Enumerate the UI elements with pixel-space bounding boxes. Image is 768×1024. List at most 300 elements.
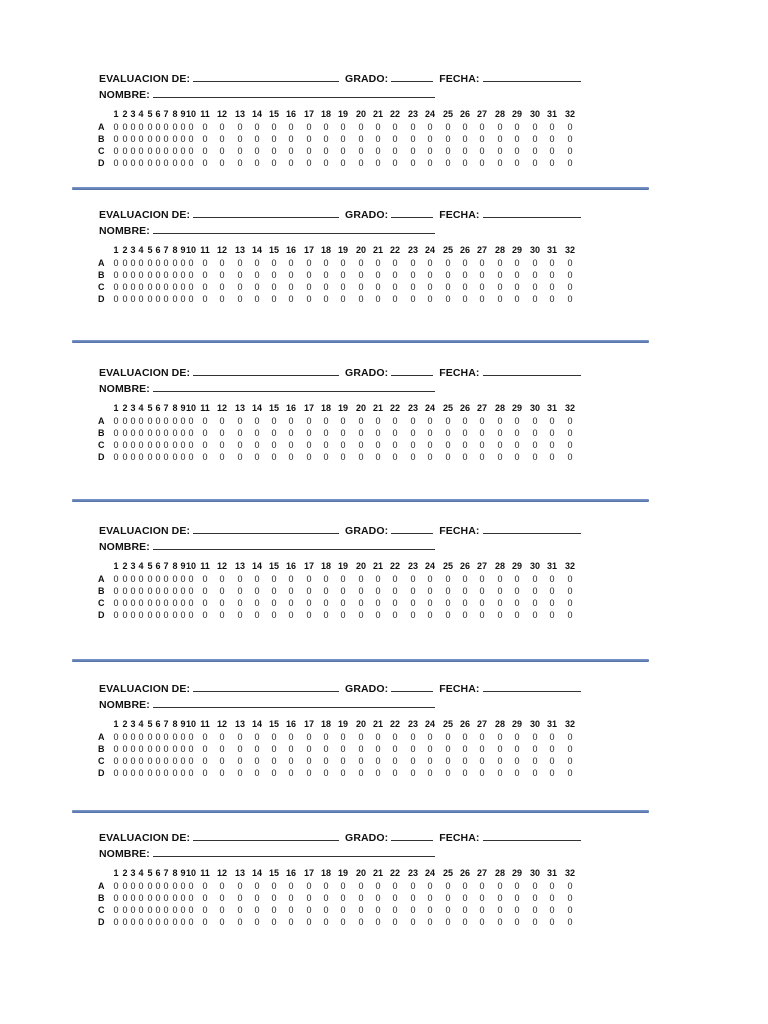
answer-bubble[interactable]: 0 <box>288 598 294 608</box>
answer-bubble[interactable]: 0 <box>306 586 312 596</box>
answer-bubble[interactable]: 0 <box>138 416 144 426</box>
answer-bubble[interactable]: 0 <box>237 134 243 144</box>
answer-bubble[interactable]: 0 <box>219 598 225 608</box>
answer-bubble[interactable]: 0 <box>254 258 260 268</box>
answer-bubble[interactable]: 0 <box>532 598 538 608</box>
answer-bubble[interactable]: 0 <box>427 158 433 168</box>
answer-bubble[interactable]: 0 <box>163 905 169 915</box>
answer-bubble[interactable]: 0 <box>188 294 194 304</box>
answer-bubble[interactable]: 0 <box>340 598 346 608</box>
answer-bubble[interactable]: 0 <box>188 586 194 596</box>
answer-bubble[interactable]: 0 <box>392 586 398 596</box>
answer-bubble[interactable]: 0 <box>567 258 573 268</box>
answer-bubble[interactable]: 0 <box>358 294 364 304</box>
answer-bubble[interactable]: 0 <box>138 270 144 280</box>
answer-bubble[interactable]: 0 <box>392 881 398 891</box>
answer-bubble[interactable]: 0 <box>138 294 144 304</box>
answer-bubble[interactable]: 0 <box>462 610 468 620</box>
answer-bubble[interactable]: 0 <box>567 881 573 891</box>
answer-bubble[interactable]: 0 <box>340 586 346 596</box>
answer-bubble[interactable]: 0 <box>113 905 119 915</box>
answer-bubble[interactable]: 0 <box>180 917 186 927</box>
answer-bubble[interactable]: 0 <box>445 881 451 891</box>
answer-bubble[interactable]: 0 <box>392 440 398 450</box>
answer-bubble[interactable]: 0 <box>254 452 260 462</box>
answer-bubble[interactable]: 0 <box>567 732 573 742</box>
answer-bubble[interactable]: 0 <box>147 610 153 620</box>
answer-bubble[interactable]: 0 <box>497 428 503 438</box>
answer-bubble[interactable]: 0 <box>237 905 243 915</box>
answer-bubble[interactable]: 0 <box>462 732 468 742</box>
evaluacion-field[interactable] <box>193 366 339 376</box>
answer-bubble[interactable]: 0 <box>479 282 485 292</box>
answer-bubble[interactable]: 0 <box>172 893 178 903</box>
answer-bubble[interactable]: 0 <box>410 270 416 280</box>
answer-bubble[interactable]: 0 <box>113 768 119 778</box>
answer-bubble[interactable]: 0 <box>180 146 186 156</box>
answer-bubble[interactable]: 0 <box>163 744 169 754</box>
answer-bubble[interactable]: 0 <box>532 574 538 584</box>
answer-bubble[interactable]: 0 <box>138 744 144 754</box>
answer-bubble[interactable]: 0 <box>410 917 416 927</box>
answer-bubble[interactable]: 0 <box>271 768 277 778</box>
answer-bubble[interactable]: 0 <box>514 452 520 462</box>
answer-bubble[interactable]: 0 <box>375 440 381 450</box>
answer-bubble[interactable]: 0 <box>567 440 573 450</box>
answer-bubble[interactable]: 0 <box>202 893 208 903</box>
evaluacion-field[interactable] <box>193 524 339 534</box>
answer-bubble[interactable]: 0 <box>113 294 119 304</box>
answer-bubble[interactable]: 0 <box>410 158 416 168</box>
answer-bubble[interactable]: 0 <box>163 452 169 462</box>
answer-bubble[interactable]: 0 <box>567 452 573 462</box>
answer-bubble[interactable]: 0 <box>340 294 346 304</box>
answer-bubble[interactable]: 0 <box>113 744 119 754</box>
answer-bubble[interactable]: 0 <box>479 893 485 903</box>
answer-bubble[interactable]: 0 <box>237 270 243 280</box>
answer-bubble[interactable]: 0 <box>392 134 398 144</box>
answer-bubble[interactable]: 0 <box>479 452 485 462</box>
answer-bubble[interactable]: 0 <box>147 294 153 304</box>
answer-bubble[interactable]: 0 <box>392 732 398 742</box>
answer-bubble[interactable]: 0 <box>410 574 416 584</box>
answer-bubble[interactable]: 0 <box>172 270 178 280</box>
answer-bubble[interactable]: 0 <box>172 768 178 778</box>
answer-bubble[interactable]: 0 <box>122 905 128 915</box>
answer-bubble[interactable]: 0 <box>323 452 329 462</box>
answer-bubble[interactable]: 0 <box>237 258 243 268</box>
answer-bubble[interactable]: 0 <box>202 146 208 156</box>
answer-bubble[interactable]: 0 <box>288 146 294 156</box>
answer-bubble[interactable]: 0 <box>497 258 503 268</box>
answer-bubble[interactable]: 0 <box>271 282 277 292</box>
answer-bubble[interactable]: 0 <box>358 282 364 292</box>
answer-bubble[interactable]: 0 <box>479 158 485 168</box>
answer-bubble[interactable]: 0 <box>549 905 555 915</box>
answer-bubble[interactable]: 0 <box>323 158 329 168</box>
answer-bubble[interactable]: 0 <box>130 917 136 927</box>
answer-bubble[interactable]: 0 <box>180 893 186 903</box>
answer-bubble[interactable]: 0 <box>219 893 225 903</box>
answer-bubble[interactable]: 0 <box>202 416 208 426</box>
answer-bubble[interactable]: 0 <box>427 258 433 268</box>
answer-bubble[interactable]: 0 <box>138 452 144 462</box>
answer-bubble[interactable]: 0 <box>514 732 520 742</box>
answer-bubble[interactable]: 0 <box>340 574 346 584</box>
answer-bubble[interactable]: 0 <box>271 574 277 584</box>
answer-bubble[interactable]: 0 <box>130 610 136 620</box>
answer-bubble[interactable]: 0 <box>180 428 186 438</box>
answer-bubble[interactable]: 0 <box>180 270 186 280</box>
answer-bubble[interactable]: 0 <box>113 122 119 132</box>
answer-bubble[interactable]: 0 <box>462 893 468 903</box>
answer-bubble[interactable]: 0 <box>219 428 225 438</box>
answer-bubble[interactable]: 0 <box>155 893 161 903</box>
answer-bubble[interactable]: 0 <box>532 768 538 778</box>
answer-bubble[interactable]: 0 <box>410 610 416 620</box>
answer-bubble[interactable]: 0 <box>375 574 381 584</box>
answer-bubble[interactable]: 0 <box>306 440 312 450</box>
answer-bubble[interactable]: 0 <box>237 917 243 927</box>
answer-bubble[interactable]: 0 <box>514 270 520 280</box>
answer-bubble[interactable]: 0 <box>113 598 119 608</box>
answer-bubble[interactable]: 0 <box>392 744 398 754</box>
answer-bubble[interactable]: 0 <box>122 158 128 168</box>
answer-bubble[interactable]: 0 <box>497 905 503 915</box>
answer-bubble[interactable]: 0 <box>122 416 128 426</box>
answer-bubble[interactable]: 0 <box>122 917 128 927</box>
answer-bubble[interactable]: 0 <box>392 452 398 462</box>
answer-bubble[interactable]: 0 <box>567 428 573 438</box>
answer-bubble[interactable]: 0 <box>288 610 294 620</box>
answer-bubble[interactable]: 0 <box>445 893 451 903</box>
answer-bubble[interactable]: 0 <box>237 744 243 754</box>
answer-bubble[interactable]: 0 <box>392 416 398 426</box>
answer-bubble[interactable]: 0 <box>340 452 346 462</box>
answer-bubble[interactable]: 0 <box>392 158 398 168</box>
answer-bubble[interactable]: 0 <box>427 756 433 766</box>
answer-bubble[interactable]: 0 <box>445 294 451 304</box>
answer-bubble[interactable]: 0 <box>410 452 416 462</box>
answer-bubble[interactable]: 0 <box>147 881 153 891</box>
answer-bubble[interactable]: 0 <box>479 598 485 608</box>
answer-bubble[interactable]: 0 <box>122 282 128 292</box>
grado-field[interactable] <box>391 524 433 534</box>
answer-bubble[interactable]: 0 <box>375 282 381 292</box>
answer-bubble[interactable]: 0 <box>147 122 153 132</box>
nombre-field[interactable] <box>153 382 435 392</box>
answer-bubble[interactable]: 0 <box>188 881 194 891</box>
answer-bubble[interactable]: 0 <box>306 610 312 620</box>
answer-bubble[interactable]: 0 <box>138 893 144 903</box>
answer-bubble[interactable]: 0 <box>172 881 178 891</box>
answer-bubble[interactable]: 0 <box>445 452 451 462</box>
answer-bubble[interactable]: 0 <box>427 428 433 438</box>
answer-bubble[interactable]: 0 <box>113 134 119 144</box>
answer-bubble[interactable]: 0 <box>155 905 161 915</box>
answer-bubble[interactable]: 0 <box>237 416 243 426</box>
answer-bubble[interactable]: 0 <box>445 258 451 268</box>
answer-bubble[interactable]: 0 <box>306 258 312 268</box>
answer-bubble[interactable]: 0 <box>479 416 485 426</box>
answer-bubble[interactable]: 0 <box>219 440 225 450</box>
answer-bubble[interactable]: 0 <box>392 917 398 927</box>
answer-bubble[interactable]: 0 <box>219 574 225 584</box>
answer-bubble[interactable]: 0 <box>358 134 364 144</box>
answer-bubble[interactable]: 0 <box>254 744 260 754</box>
answer-bubble[interactable]: 0 <box>271 258 277 268</box>
answer-bubble[interactable]: 0 <box>340 270 346 280</box>
answer-bubble[interactable]: 0 <box>219 282 225 292</box>
answer-bubble[interactable]: 0 <box>427 905 433 915</box>
answer-bubble[interactable]: 0 <box>288 134 294 144</box>
answer-bubble[interactable]: 0 <box>122 452 128 462</box>
answer-bubble[interactable]: 0 <box>172 158 178 168</box>
answer-bubble[interactable]: 0 <box>188 440 194 450</box>
answer-bubble[interactable]: 0 <box>427 440 433 450</box>
answer-bubble[interactable]: 0 <box>254 598 260 608</box>
answer-bubble[interactable]: 0 <box>392 294 398 304</box>
answer-bubble[interactable]: 0 <box>147 146 153 156</box>
answer-bubble[interactable]: 0 <box>532 744 538 754</box>
answer-bubble[interactable]: 0 <box>130 282 136 292</box>
answer-bubble[interactable]: 0 <box>567 586 573 596</box>
answer-bubble[interactable]: 0 <box>427 768 433 778</box>
answer-bubble[interactable]: 0 <box>497 768 503 778</box>
answer-bubble[interactable]: 0 <box>254 768 260 778</box>
answer-bubble[interactable]: 0 <box>532 452 538 462</box>
answer-bubble[interactable]: 0 <box>219 610 225 620</box>
answer-bubble[interactable]: 0 <box>155 294 161 304</box>
answer-bubble[interactable]: 0 <box>188 146 194 156</box>
answer-bubble[interactable]: 0 <box>514 574 520 584</box>
evaluacion-field[interactable] <box>193 831 339 841</box>
answer-bubble[interactable]: 0 <box>479 294 485 304</box>
answer-bubble[interactable]: 0 <box>410 134 416 144</box>
answer-bubble[interactable]: 0 <box>392 146 398 156</box>
answer-bubble[interactable]: 0 <box>497 440 503 450</box>
answer-bubble[interactable]: 0 <box>497 586 503 596</box>
fecha-field[interactable] <box>483 524 581 534</box>
answer-bubble[interactable]: 0 <box>323 134 329 144</box>
answer-bubble[interactable]: 0 <box>462 586 468 596</box>
grado-field[interactable] <box>391 366 433 376</box>
answer-bubble[interactable]: 0 <box>410 294 416 304</box>
answer-bubble[interactable]: 0 <box>567 917 573 927</box>
answer-bubble[interactable]: 0 <box>462 756 468 766</box>
fecha-field[interactable] <box>483 72 581 82</box>
answer-bubble[interactable]: 0 <box>340 258 346 268</box>
answer-bubble[interactable]: 0 <box>392 270 398 280</box>
answer-bubble[interactable]: 0 <box>462 440 468 450</box>
answer-bubble[interactable]: 0 <box>462 452 468 462</box>
answer-bubble[interactable]: 0 <box>410 598 416 608</box>
answer-bubble[interactable]: 0 <box>567 610 573 620</box>
answer-bubble[interactable]: 0 <box>462 917 468 927</box>
answer-bubble[interactable]: 0 <box>113 610 119 620</box>
answer-bubble[interactable]: 0 <box>497 282 503 292</box>
answer-bubble[interactable]: 0 <box>288 428 294 438</box>
answer-bubble[interactable]: 0 <box>138 732 144 742</box>
answer-bubble[interactable]: 0 <box>271 134 277 144</box>
answer-bubble[interactable]: 0 <box>155 610 161 620</box>
answer-bubble[interactable]: 0 <box>514 428 520 438</box>
answer-bubble[interactable]: 0 <box>375 610 381 620</box>
answer-bubble[interactable]: 0 <box>462 905 468 915</box>
answer-bubble[interactable]: 0 <box>462 158 468 168</box>
answer-bubble[interactable]: 0 <box>549 732 555 742</box>
answer-bubble[interactable]: 0 <box>180 158 186 168</box>
answer-bubble[interactable]: 0 <box>479 440 485 450</box>
answer-bubble[interactable]: 0 <box>462 881 468 891</box>
answer-bubble[interactable]: 0 <box>172 756 178 766</box>
answer-bubble[interactable]: 0 <box>306 881 312 891</box>
nombre-field[interactable] <box>153 698 435 708</box>
answer-bubble[interactable]: 0 <box>514 756 520 766</box>
answer-bubble[interactable]: 0 <box>358 598 364 608</box>
answer-bubble[interactable]: 0 <box>188 905 194 915</box>
answer-bubble[interactable]: 0 <box>532 881 538 891</box>
answer-bubble[interactable]: 0 <box>288 586 294 596</box>
answer-bubble[interactable]: 0 <box>172 905 178 915</box>
answer-bubble[interactable]: 0 <box>188 744 194 754</box>
answer-bubble[interactable]: 0 <box>375 881 381 891</box>
answer-bubble[interactable]: 0 <box>462 258 468 268</box>
answer-bubble[interactable]: 0 <box>180 134 186 144</box>
grado-field[interactable] <box>391 682 433 692</box>
answer-bubble[interactable]: 0 <box>514 744 520 754</box>
answer-bubble[interactable]: 0 <box>445 917 451 927</box>
answer-bubble[interactable]: 0 <box>340 768 346 778</box>
answer-bubble[interactable]: 0 <box>427 881 433 891</box>
answer-bubble[interactable]: 0 <box>427 146 433 156</box>
answer-bubble[interactable]: 0 <box>375 294 381 304</box>
answer-bubble[interactable]: 0 <box>549 756 555 766</box>
answer-bubble[interactable]: 0 <box>219 258 225 268</box>
answer-bubble[interactable]: 0 <box>410 586 416 596</box>
answer-bubble[interactable]: 0 <box>172 917 178 927</box>
answer-bubble[interactable]: 0 <box>410 258 416 268</box>
answer-bubble[interactable]: 0 <box>219 881 225 891</box>
answer-bubble[interactable]: 0 <box>172 428 178 438</box>
answer-bubble[interactable]: 0 <box>237 768 243 778</box>
answer-bubble[interactable]: 0 <box>163 586 169 596</box>
answer-bubble[interactable]: 0 <box>410 428 416 438</box>
answer-bubble[interactable]: 0 <box>479 428 485 438</box>
answer-bubble[interactable]: 0 <box>237 146 243 156</box>
answer-bubble[interactable]: 0 <box>130 122 136 132</box>
answer-bubble[interactable]: 0 <box>358 122 364 132</box>
answer-bubble[interactable]: 0 <box>180 881 186 891</box>
answer-bubble[interactable]: 0 <box>288 756 294 766</box>
answer-bubble[interactable]: 0 <box>532 134 538 144</box>
answer-bubble[interactable]: 0 <box>202 744 208 754</box>
answer-bubble[interactable]: 0 <box>462 574 468 584</box>
answer-bubble[interactable]: 0 <box>147 416 153 426</box>
answer-bubble[interactable]: 0 <box>323 893 329 903</box>
answer-bubble[interactable]: 0 <box>358 917 364 927</box>
answer-bubble[interactable]: 0 <box>130 270 136 280</box>
answer-bubble[interactable]: 0 <box>138 610 144 620</box>
answer-bubble[interactable]: 0 <box>514 586 520 596</box>
answer-bubble[interactable]: 0 <box>288 416 294 426</box>
answer-bubble[interactable]: 0 <box>288 744 294 754</box>
answer-bubble[interactable]: 0 <box>254 917 260 927</box>
answer-bubble[interactable]: 0 <box>254 282 260 292</box>
answer-bubble[interactable]: 0 <box>122 440 128 450</box>
answer-bubble[interactable]: 0 <box>113 452 119 462</box>
answer-bubble[interactable]: 0 <box>271 270 277 280</box>
answer-bubble[interactable]: 0 <box>219 732 225 742</box>
answer-bubble[interactable]: 0 <box>306 732 312 742</box>
answer-bubble[interactable]: 0 <box>138 598 144 608</box>
answer-bubble[interactable]: 0 <box>497 744 503 754</box>
answer-bubble[interactable]: 0 <box>155 756 161 766</box>
answer-bubble[interactable]: 0 <box>138 158 144 168</box>
answer-bubble[interactable]: 0 <box>147 270 153 280</box>
answer-bubble[interactable]: 0 <box>172 282 178 292</box>
answer-bubble[interactable]: 0 <box>188 270 194 280</box>
answer-bubble[interactable]: 0 <box>172 732 178 742</box>
answer-bubble[interactable]: 0 <box>567 294 573 304</box>
answer-bubble[interactable]: 0 <box>188 282 194 292</box>
answer-bubble[interactable]: 0 <box>340 881 346 891</box>
answer-bubble[interactable]: 0 <box>549 416 555 426</box>
answer-bubble[interactable]: 0 <box>147 744 153 754</box>
answer-bubble[interactable]: 0 <box>288 905 294 915</box>
answer-bubble[interactable]: 0 <box>219 452 225 462</box>
answer-bubble[interactable]: 0 <box>410 146 416 156</box>
answer-bubble[interactable]: 0 <box>180 258 186 268</box>
answer-bubble[interactable]: 0 <box>549 610 555 620</box>
answer-bubble[interactable]: 0 <box>306 598 312 608</box>
answer-bubble[interactable]: 0 <box>254 428 260 438</box>
answer-bubble[interactable]: 0 <box>514 905 520 915</box>
answer-bubble[interactable]: 0 <box>138 917 144 927</box>
nombre-field[interactable] <box>153 224 435 234</box>
answer-bubble[interactable]: 0 <box>306 452 312 462</box>
answer-bubble[interactable]: 0 <box>288 158 294 168</box>
answer-bubble[interactable]: 0 <box>271 158 277 168</box>
answer-bubble[interactable]: 0 <box>358 768 364 778</box>
answer-bubble[interactable]: 0 <box>130 158 136 168</box>
answer-bubble[interactable]: 0 <box>462 122 468 132</box>
answer-bubble[interactable]: 0 <box>122 768 128 778</box>
answer-bubble[interactable]: 0 <box>462 146 468 156</box>
answer-bubble[interactable]: 0 <box>427 122 433 132</box>
answer-bubble[interactable]: 0 <box>180 768 186 778</box>
answer-bubble[interactable]: 0 <box>358 744 364 754</box>
answer-bubble[interactable]: 0 <box>188 258 194 268</box>
answer-bubble[interactable]: 0 <box>163 574 169 584</box>
answer-bubble[interactable]: 0 <box>155 428 161 438</box>
answer-bubble[interactable]: 0 <box>138 440 144 450</box>
answer-bubble[interactable]: 0 <box>340 744 346 754</box>
answer-bubble[interactable]: 0 <box>202 122 208 132</box>
answer-bubble[interactable]: 0 <box>202 917 208 927</box>
answer-bubble[interactable]: 0 <box>138 146 144 156</box>
answer-bubble[interactable]: 0 <box>188 756 194 766</box>
nombre-field[interactable] <box>153 540 435 550</box>
answer-bubble[interactable]: 0 <box>113 270 119 280</box>
answer-bubble[interactable]: 0 <box>375 122 381 132</box>
answer-bubble[interactable]: 0 <box>340 440 346 450</box>
answer-bubble[interactable]: 0 <box>514 134 520 144</box>
answer-bubble[interactable]: 0 <box>479 732 485 742</box>
answer-bubble[interactable]: 0 <box>462 768 468 778</box>
answer-bubble[interactable]: 0 <box>445 416 451 426</box>
answer-bubble[interactable]: 0 <box>323 732 329 742</box>
